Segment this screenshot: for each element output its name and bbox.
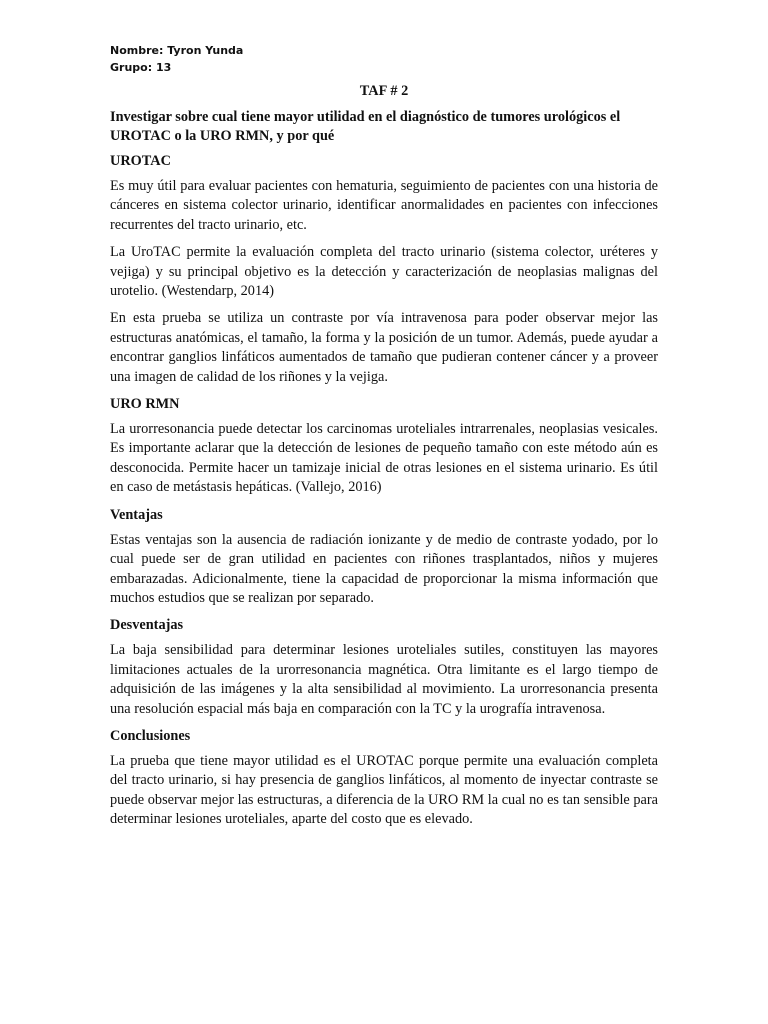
paragraph: La baja sensibilidad para determinar lesiones uroteliales sutiles, constituyen las mayores limitaciones actuales de la urorresonancia magnética. Otra limitante es el largo tiempo de adquisición de las imágenes y la alta sensibilidad al movimiento. La urorresonancia presenta una resolución espacial más baja en comparación con la TC y la urografía intravenosa. bbox=[110, 642, 658, 717]
paragraph: En esta prueba se utiliza un contraste por vía intravenosa para poder observar mejor las estructuras anatómicas, el tamaño, la forma y la posición de un tumor. Además, puede ayudar a encontrar ganglios linfáticos aumentados de tamaño que pudieran contener cáncer y a proveer una imagen de calidad de los riñones y la vejiga. bbox=[110, 310, 658, 385]
paragraph: La UroTAC permite la evaluación completa del tracto urinario (sistema colector, uréteres y vejiga) y su principal objetivo es la detección y caracterización de neoplasias malignas del urotelio. (Westendarp, 2014) bbox=[110, 244, 658, 300]
section-heading: UROTAC bbox=[110, 153, 171, 169]
section-desventajas bbox=[110, 616, 658, 719]
paragraph: La prueba que tiene mayor utilidad es el UROTAC porque permite una evaluación completa del tracto urinario, si hay presencia de ganglios linfáticos, al momento de inyectar contraste se puede observar mejor las estructuras, a diferencia de la URO RM la cual no es tan sensible para determinar lesiones uroteliales, aparte del costo que es elevado. bbox=[110, 752, 658, 828]
document-title: TAF # 2 bbox=[359, 83, 409, 99]
student-name: Nombre: Tyron Yunda bbox=[110, 44, 244, 57]
section-heading: Conclusiones bbox=[110, 727, 191, 744]
section-heading: Ventajas bbox=[110, 506, 163, 523]
section-ventajas bbox=[110, 506, 658, 609]
assignment-question: Investigar sobre cual tiene mayor utilidad en el diagnóstico de tumores urológicos el UROTAC o la URO RMN, y por qué bbox=[110, 109, 621, 144]
paragraph: La urorresonancia puede detectar los carcinomas uroteliales intrarrenales, neoplasias vesicales. Es importante aclarar que la detección de lesiones de pequeño tamaño con este método aún es desconocida. Permite hacer un tamizaje inicial de otras lesiones en el sistema urinario. Es útil en caso de metástasis hepáticas. (Vallejo, 2016) bbox=[110, 421, 658, 496]
section-uro-rmn bbox=[110, 395, 658, 498]
section-heading: Desventajas bbox=[110, 617, 184, 634]
student-group: Grupo: 13 bbox=[110, 61, 172, 74]
section-urotac bbox=[110, 152, 658, 387]
paragraph: Es muy útil para evaluar pacientes con hematuria, seguimiento de pacientes con una historia de cánceres en sistema colector urinario, identificar anormalidades en pacientes con infecciones recurrentes del tracto urinario, etc. bbox=[110, 178, 658, 233]
section-conclusiones bbox=[110, 727, 658, 830]
paragraph: Estas ventajas son la ausencia de radiación ionizante y de medio de contraste yodado, por lo cual puede ser de gran utilidad en pacientes con riñones trasplantados, niños y mujeres embarazadas. Adicionalmente, tiene la capacidad de proporcionar la misma información que muchos estudios que se realizan por separado. bbox=[110, 531, 658, 606]
section-heading: URO RMN bbox=[110, 396, 180, 413]
document-page bbox=[110, 42, 658, 838]
